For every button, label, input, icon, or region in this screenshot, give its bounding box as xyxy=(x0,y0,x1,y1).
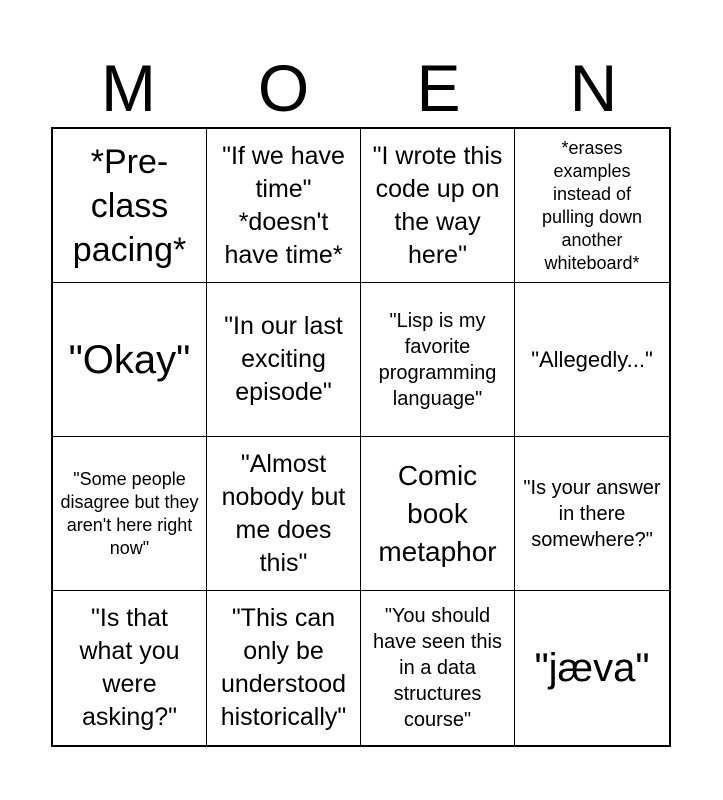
header-letter-o: O xyxy=(257,51,310,125)
bingo-cell-r3c3[interactable] xyxy=(361,437,515,591)
bingo-board xyxy=(51,127,671,747)
cell-text: *erases examples instead of pulling down another whiteboard* xyxy=(541,137,643,273)
bingo-cell-r2c1[interactable] xyxy=(53,283,207,437)
header-letter-m: M xyxy=(101,51,156,125)
cell-text: "Lisp is my favorite programming language" xyxy=(378,309,497,410)
bingo-cell-r3c2[interactable] xyxy=(207,437,361,591)
cell-text: "Allegedly..." xyxy=(531,347,653,372)
bingo-cell-r1c1[interactable] xyxy=(53,129,207,283)
bingo-header xyxy=(51,52,671,124)
cell-text: "Almost nobody but me does this" xyxy=(221,449,346,577)
cell-text: "In our last exciting episode" xyxy=(224,312,343,406)
cell-text: Comic book metaphor xyxy=(378,459,497,567)
bingo-cell-r4c3[interactable] xyxy=(361,591,515,745)
bingo-cell-r4c4[interactable] xyxy=(515,591,669,745)
cell-text: *Pre-class pacing* xyxy=(72,142,187,269)
header-letter-n: N xyxy=(569,51,618,125)
cell-text: "Okay" xyxy=(68,337,191,382)
bingo-cell-r3c4[interactable] xyxy=(515,437,669,591)
cell-text: "Is your answer in there somewhere?" xyxy=(523,476,661,551)
bingo-cell-r4c1[interactable] xyxy=(53,591,207,745)
bingo-cell-r1c3[interactable] xyxy=(361,129,515,283)
bingo-cell-r3c1[interactable] xyxy=(53,437,207,591)
bingo-cell-r2c2[interactable] xyxy=(207,283,361,437)
bingo-cell-r1c2[interactable] xyxy=(207,129,361,283)
bingo-cell-r2c4[interactable] xyxy=(515,283,669,437)
cell-text: "Is that what you were asking?" xyxy=(79,604,180,731)
bingo-cell-r2c3[interactable] xyxy=(361,283,515,437)
cell-text: "This can only be understood historically" xyxy=(220,604,347,731)
cell-text: "Some people disagree but they aren't here right now" xyxy=(60,468,199,558)
cell-text: "jæva" xyxy=(534,646,650,690)
header-letter-e: E xyxy=(416,51,461,125)
bingo-cell-r4c2[interactable] xyxy=(207,591,361,745)
cell-text: "If we have time" *doesn't have time* xyxy=(222,141,345,269)
cell-text: "You should have seen this in a data structures course" xyxy=(373,605,502,731)
bingo-cell-r1c4[interactable] xyxy=(515,129,669,283)
cell-text: "I wrote this code up on the way here" xyxy=(372,141,503,269)
